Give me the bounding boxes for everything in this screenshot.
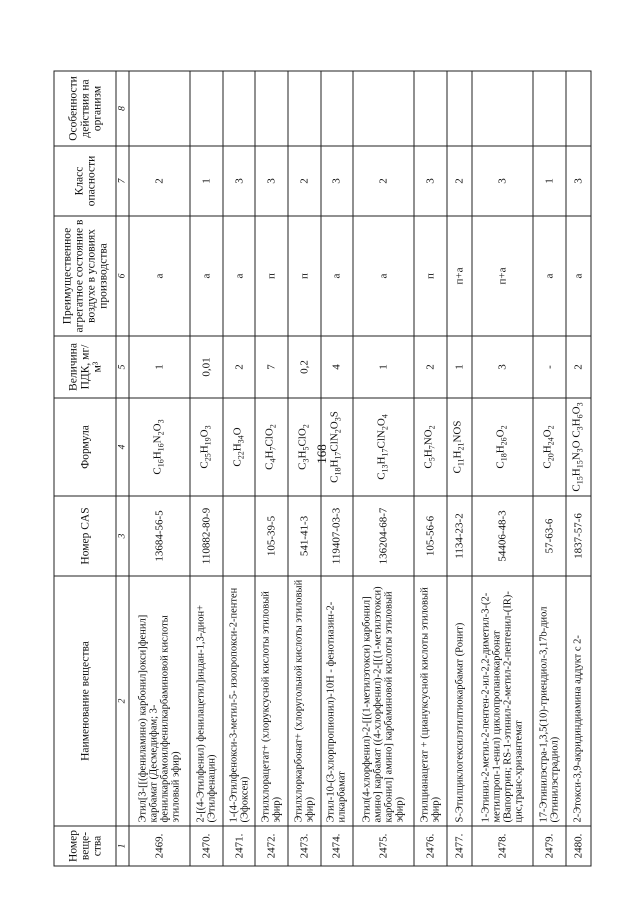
pdk-value: 0,2 [288,336,321,398]
table-row [353,71,414,866]
substance-name: 1-(4-Этилфенокси-3-метил-5- изопропокси-2-пентен (Эфоксен) [223,576,256,826]
chemical-formula: $C_{11}H_{21}NOS$ [447,398,472,496]
chemical-formula: $C_3H_5ClO_2$ [288,398,321,496]
substance-number: 2475. [353,826,414,866]
page-number: 168 [313,444,329,464]
substance-name: 17-Этинилэстра-1,3,5(10)-триендиол-3,17b-диол (Этинилэстрадиол) [533,576,566,826]
substances-table-wrapper [54,72,592,867]
header-pdk: Величина ПДК, мг/м³ [54,336,116,398]
aggregate-state: а [190,216,223,336]
cas-number: 105-39-5 [255,496,288,576]
column-number: 5 [116,336,129,398]
action-features [321,71,354,146]
hazard-class: 3 [321,146,354,216]
action-features [353,71,414,146]
table-row [321,71,354,866]
cas-number: 1134-23-2 [447,496,472,576]
substances-table [54,71,592,867]
substance-number: 2479. [533,826,566,866]
cas-number: 105-56-6 [414,496,447,576]
chemical-formula: $C_{20}H_{24}O_2$ [533,398,566,496]
column-number: 4 [116,398,129,496]
hazard-class: 3 [414,146,447,216]
action-features [447,71,472,146]
pdk-value: 4 [321,336,354,398]
substance-name: 2-[(4-Этилфенил) фенилацетил]индан-1,3-дион+ (Этилфенацин) [190,576,223,826]
pdk-value: - [533,336,566,398]
header-row [54,71,116,866]
substance-number: 2477. [447,826,472,866]
hazard-class: 3 [472,146,533,216]
aggregate-state: п [255,216,288,336]
table-row [472,71,533,866]
aggregate-state: а [129,216,190,336]
table-row [533,71,566,866]
hazard-class: 3 [255,146,288,216]
pdk-value: 0,01 [190,336,223,398]
action-features [414,71,447,146]
substance-number: 2478. [472,826,533,866]
substance-name: 1-Этинил-2-метил-2-пентен-2-ил-2,2-диметил-3-(2-метилпроп-1-енил) циклопропанокарбонат (Вапортрин; RS-1-этинил-2-метил-2-пентенил-(IR)-цис,транс-хризантемат [472,576,533,826]
aggregate-state: а [566,216,591,336]
hazard-class: 2 [129,146,190,216]
cas-number [223,496,256,576]
header-formula: Формула [54,398,116,496]
table-row [129,71,190,866]
column-number-row [116,71,129,866]
aggregate-state: п+а [447,216,472,336]
hazard-class: 1 [190,146,223,216]
chemical-formula: $C_4H_7ClO_2$ [255,398,288,496]
action-features [190,71,223,146]
substance-name: Этилцианацетат + (циануксусной кислоты этиловый эфир) [414,576,447,826]
substance-number: 2472. [255,826,288,866]
substance-number: 2471. [223,826,256,866]
substance-number: 2476. [414,826,447,866]
pdk-value: 2 [223,336,256,398]
aggregate-state: а [533,216,566,336]
aggregate-state: п+а [472,216,533,336]
action-features [533,71,566,146]
header-state: Преимущественное агрегатное состояние в воздухе в условиях производства [54,216,116,336]
table-row [288,71,321,866]
substance-name: Этил[3-[[(фениламино) карбонил]окси]фенил] карбамат (Десмедифам; 3-фенилкарбамоилфенилкарбаминовой кислоты этиловый эфир) [129,576,190,826]
column-number: 8 [116,71,129,146]
column-number: 6 [116,216,129,336]
pdk-value: 7 [255,336,288,398]
action-features [255,71,288,146]
cas-number: 1837-57-6 [566,496,591,576]
substance-name: Этил-10-(3-хлорпропионил)-10Н - фенотиазин-2-илкарбамат [321,576,354,826]
action-features [129,71,190,146]
aggregate-state: п [288,216,321,336]
pdk-value: 2 [566,336,591,398]
header-name: Наименование вещества [54,576,116,826]
chemical-formula: $C_5H_7NO_2$ [414,398,447,496]
header-cas: Номер CAS [54,496,116,576]
hazard-class: 2 [447,146,472,216]
substance-name: Этил(4-хлорфенил)-2-[[(1-метилэтокси) карбонил] амино] карбамат ((4-хлорфенил)-2-[[(1-метилэтокси) карбонил] амино] карбаминовой кислоты этиловый эфир) [353,576,414,826]
chemical-formula: $C_{18}H_{17}ClN_2O_3S$ [321,398,354,496]
header-features: Особенности действия на организм [54,71,116,146]
chemical-formula: $C_{18}H_{26}O_2$ [472,398,533,496]
table-row [190,71,223,866]
action-features [472,71,533,146]
table-row [255,71,288,866]
hazard-class: 3 [566,146,591,216]
substance-name: 2-Этокси-3,9-акридиндиамина аддукт с 2- [566,576,591,826]
table-row [223,71,256,866]
aggregate-state: а [321,216,354,336]
table-row [447,71,472,866]
aggregate-state: а [353,216,414,336]
hazard-class: 1 [533,146,566,216]
table-body [129,71,591,866]
header-number: Номер веще-ства [54,826,116,866]
column-number: 3 [116,496,129,576]
action-features [223,71,256,146]
chemical-formula: $C_{22}H_{34}O$ [223,398,256,496]
substance-number: 2470. [190,826,223,866]
table-row [566,71,591,866]
column-number: 2 [116,576,129,826]
substance-number: 2480. [566,826,591,866]
cas-number: 13684-56-5 [129,496,190,576]
action-features [288,71,321,146]
cas-number: 119407-03-3 [321,496,354,576]
table-row [414,71,447,866]
substance-number: 2473. [288,826,321,866]
pdk-value: 1 [129,336,190,398]
header-class: Класс опасности [54,146,116,216]
chemical-formula: $C_{16}H_{16}N_2O_3$ [129,398,190,496]
chemical-formula: $C_{15}H_{15}N_3O$ $C_3H_6O_3$ [566,398,591,496]
hazard-class: 2 [353,146,414,216]
substance-name: S-Этилциклогексилэтилтиокарбамат (Ронит) [447,576,472,826]
column-number: 1 [116,826,129,866]
chemical-formula: $C_{25}H_{19}O_3$ [190,398,223,496]
cas-number: 110882-80-9 [190,496,223,576]
pdk-value: 3 [472,336,533,398]
chemical-formula: $C_{13}H_{17}ClN_2O_4$ [353,398,414,496]
cas-number: 541-41-3 [288,496,321,576]
substance-number: 2469. [129,826,190,866]
pdk-value: 1 [447,336,472,398]
column-number: 7 [116,146,129,216]
hazard-class: 2 [288,146,321,216]
substance-name: Этилхлорацетат+ (хлоруксусной кислоты этиловый эфир) [255,576,288,826]
action-features [566,71,591,146]
aggregate-state: п [414,216,447,336]
substance-number: 2474. [321,826,354,866]
substance-name: Этилхлоркарбонат+ (хлоругольной кислоты этиловый эфир) [288,576,321,826]
pdk-value: 2 [414,336,447,398]
cas-number: 136204-68-7 [353,496,414,576]
pdk-value: 1 [353,336,414,398]
cas-number: 57-63-6 [533,496,566,576]
hazard-class: 3 [223,146,256,216]
cas-number: 54406-48-3 [472,496,533,576]
aggregate-state: а [223,216,256,336]
